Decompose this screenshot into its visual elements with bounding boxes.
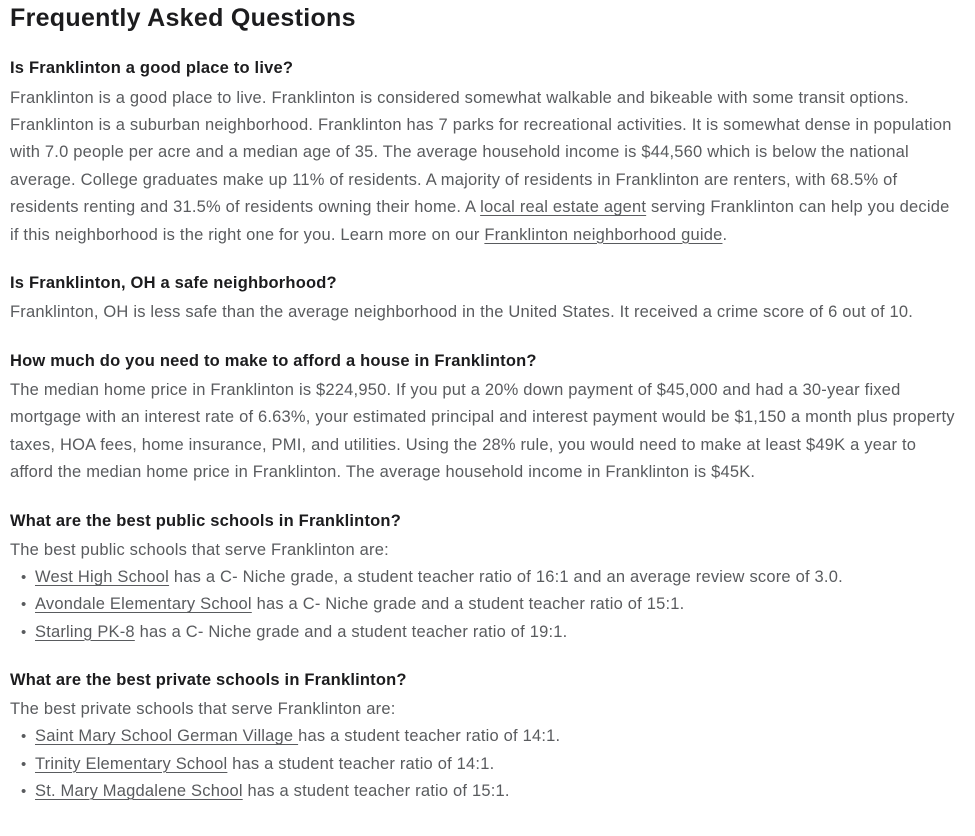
- faq-section-afford-house: [10, 350, 959, 487]
- faq-question: What are the best private schools in Franklinton?: [10, 670, 407, 689]
- franklinton-neighborhood-guide-link[interactable]: Franklinton neighborhood guide: [484, 225, 723, 244]
- school-list-item: • West High School has a C- Niche grade, a student teacher ratio of 16:1 and an average review score of 3.0.: [10, 564, 959, 591]
- faq-question: Is Franklinton, OH a safe neighborhood?: [10, 273, 337, 292]
- public-school-list: [10, 564, 959, 646]
- starling-pk-8-link[interactable]: Starling PK-8: [35, 622, 135, 641]
- faq-section-public-schools: [10, 510, 959, 646]
- st-mary-magdalene-school-link[interactable]: St. Mary Magdalene School: [35, 781, 243, 800]
- school-list-item: • Avondale Elementary School has a C- Niche grade and a student teacher ratio of 15:1.: [10, 591, 959, 618]
- faq-list-intro: The best public schools that serve Franklinton are:: [10, 540, 389, 559]
- trinity-elementary-school-link[interactable]: Trinity Elementary School: [35, 754, 228, 773]
- avondale-elementary-school-link[interactable]: Avondale Elementary School: [35, 595, 252, 614]
- faq-section-private-schools: [10, 669, 959, 805]
- saint-mary-school-german-village-link[interactable]: Saint Mary School German Village: [35, 727, 299, 746]
- private-school-list: [10, 723, 959, 805]
- faq-question: What are the best public schools in Franklinton?: [10, 511, 401, 530]
- school-list-item: • Saint Mary School German Village has a student teacher ratio of 14:1.: [10, 723, 959, 750]
- faq-question: Is Franklinton a good place to live?: [10, 59, 294, 78]
- faq-answer: Franklinton is a good place to live. Franklinton is considered somewhat walkable and bikeable with some transit options. Franklinton is a suburban neighborhood. Franklinton has 7 parks for recreational activities. It is somewhat dense in population with 7.0 people per acre and a median age of 35. The average household income is $44,560 which is below the national average. College graduates make up 11% of residents. A majority of residents in Franklinton are renters, with 68.5% of residents renting and 31.5% of residents owning their home. A local real estate agent serving Franklinton can help you decide if this neighborhood is the right one for you. Learn more on our Franklinton neighborhood guide.: [10, 88, 952, 244]
- faq-list-intro: The best private schools that serve Franklinton are:: [10, 700, 396, 719]
- faq-answer: The median home price in Franklinton is $224,950. If you put a 20% down payment of $45,000 and had a 30-year fixed mortgage with an interest rate of 6.63%, your estimated principal and interest payment would be $1,150 a month plus property taxes, HOA fees, home insurance, PMI, and utilities. Using the 28% rule, you would need to make at least $49K a year to afford the median home price in Franklinton. The average household income in Franklinton is $45K.: [10, 380, 955, 482]
- school-list-item: • Trinity Elementary School has a student teacher ratio of 14:1.: [10, 751, 959, 778]
- faq-question: How much do you need to make to afford a house in Franklinton?: [10, 351, 537, 370]
- local-real-estate-agent-link[interactable]: local real estate agent: [480, 198, 647, 217]
- west-high-school-link[interactable]: West High School: [35, 568, 170, 587]
- school-list-item: • St. Mary Magdalene School has a student teacher ratio of 15:1.: [10, 778, 959, 805]
- school-list-item: • Starling PK-8 has a C- Niche grade and a student teacher ratio of 19:1.: [10, 619, 959, 646]
- faq-section-safe-neighborhood: [10, 272, 959, 327]
- faq-answer: Franklinton, OH is less safe than the average neighborhood in the United States. It received a crime score of 6 out of 10.: [10, 303, 914, 322]
- page-title: Frequently Asked Questions: [10, 4, 356, 32]
- faq-section-good-place: [10, 57, 959, 249]
